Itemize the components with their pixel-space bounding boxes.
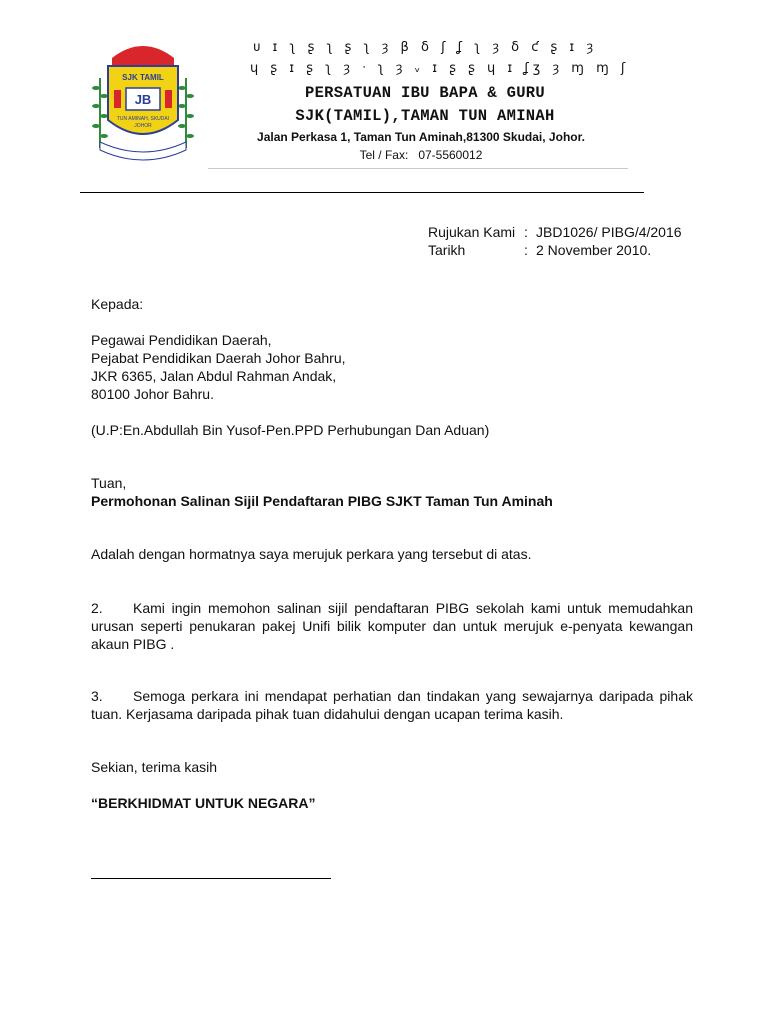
closing: Sekian, terima kasih xyxy=(91,759,218,775)
tel-value: 07-5560012 xyxy=(418,148,483,162)
school-crest-logo xyxy=(90,38,196,168)
date-row: Tarikh : 2 November 2010. xyxy=(428,242,652,258)
attention-line: (U.P:En.Abdullah Bin Yusof-Pen.PPD Perhubungan Dan Aduan) xyxy=(91,422,490,438)
paragraph-3-text: Semoga perkara ini mendapat perhatian dan tindakan yang sewajarnya daripada pihak tuan. Kerjasama daripada pihak tuan didahului dengan ucapan terima kasih. xyxy=(91,688,693,722)
organisation-name-line-1: PERSATUAN IBU BAPA & GURU xyxy=(304,84,546,102)
logo-top-label: SJK TAMIL xyxy=(122,73,164,82)
recipient-line: Pegawai Pendidikan Daerah, xyxy=(91,332,272,348)
signature-line xyxy=(91,878,331,879)
date-label: Tarikh xyxy=(428,242,466,258)
tamil-heading-line-2: ɥ ʂ ɪ ʂ ʅ ȝ ᐧ ʅ ȝ ᵥ ɪ ʂ ʂ ɥ ɪ ʆʒ ȝ ɱ ɱ ʃ xyxy=(250,61,630,76)
logo-center-label: JB xyxy=(134,92,152,107)
reference-value: JBD1026/ PIBG/4/2016 xyxy=(536,224,682,240)
paragraph-1: Adalah dengan hormatnya saya merujuk perkara yang tersebut di atas. xyxy=(91,546,532,562)
date-value: 2 November 2010. xyxy=(536,242,652,258)
paragraph-3 xyxy=(91,687,693,723)
recipient-line: 80100 Johor Bahru. xyxy=(91,386,214,402)
salutation: Tuan, xyxy=(91,475,127,491)
organisation-contact xyxy=(250,148,592,162)
to-label: Kepada: xyxy=(91,296,144,312)
letterhead-divider xyxy=(80,192,644,193)
recipient-line: Pejabat Pendidikan Daerah Johor Bahru, xyxy=(91,350,346,366)
paragraph-2-number: 2. xyxy=(91,600,103,616)
paragraph-3-number: 3. xyxy=(91,688,103,704)
reference-row: Rujukan Kami : JBD1026/ PIBG/4/2016 xyxy=(428,224,682,240)
reference-label: Rujukan Kami xyxy=(428,224,516,240)
motto: “BERKHIDMAT UNTUK NEGARA” xyxy=(91,795,316,811)
organisation-name-line-2: SJK(TAMIL),TAMAN TUN AMINAH xyxy=(295,107,555,125)
paragraph-2-text: Kami ingin memohon salinan sijil pendaftaran PIBG sekolah kami untuk memudahkan urusan seperti penukaran pakej Unifi bilik komputer dan untuk merujuk e-penyata kewangan akaun PIBG . xyxy=(91,600,693,652)
tel-label: Tel / Fax: xyxy=(359,148,409,162)
recipient-line: JKR 6365, Jalan Abdul Rahman Andak, xyxy=(91,368,337,384)
organisation-address: Jalan Perkasa 1, Taman Tun Aminah,81300 Skudai, Johor. xyxy=(257,130,585,144)
paragraph-2 xyxy=(91,599,693,653)
logo-bottom-label-1: TUN AMINAH, SKUDAI xyxy=(116,116,170,122)
letterhead-underline xyxy=(208,168,628,169)
letter-subject: Permohonan Salinan Sijil Pendaftaran PIBG SJKT Taman Tun Aminah xyxy=(91,493,553,509)
tamil-heading-line-1: ᴜ ɪ ʅ ʂ ʅ ʂ ʅ ȝ β ẟ ʃ ʆ ʅ ȝ ẟ ƈ ʂ ɪ ȝ xyxy=(252,40,598,55)
logo-bottom-label-2: JOHOR xyxy=(134,123,152,129)
